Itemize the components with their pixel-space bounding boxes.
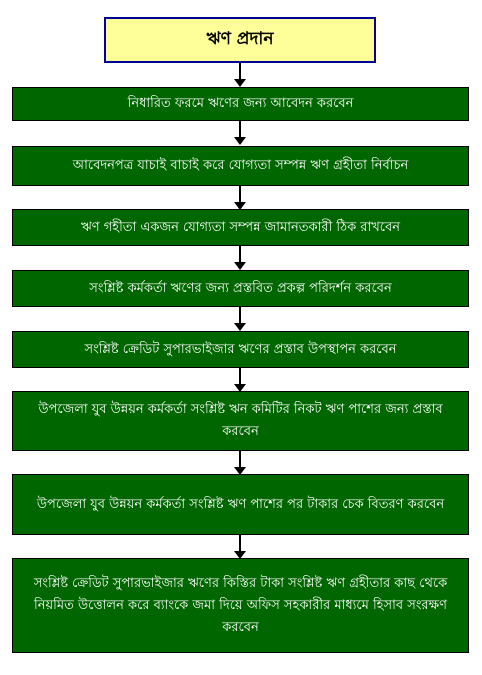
step-box-3 — [12, 209, 469, 246]
title-box — [104, 17, 376, 63]
step-text-4: সংশ্লিষ্ট কর্মকর্তা ঋণের জন্য প্রস্তবিত প্রকল্প পরিদর্শন করবেন — [89, 280, 392, 296]
step-box-1 — [12, 87, 469, 121]
arrow-connector — [239, 451, 241, 468]
title-text: ঋণ প্রদান — [206, 29, 274, 49]
step-text-2: আবেদনপত্র যাচাই বাচাই করে যোগ্যতা সম্পন্ন ঋণ গ্রহীতা নির্বাচন — [72, 158, 409, 173]
step-box-4 — [12, 270, 469, 307]
step-box-7 — [12, 474, 469, 535]
step-box-6 — [12, 391, 469, 451]
step-box-2 — [12, 146, 469, 186]
step-text-3: ঋণ গহীতা একজন যোগ্যতা সম্পন্ন জামানতকারী ঠিক রাখবেন — [80, 219, 400, 235]
arrow-connector — [239, 368, 241, 385]
step-text-1: নিধারিত ফরমে ঋণের জন্য আবেদন করবেন — [127, 96, 354, 111]
arrow-connector — [239, 186, 241, 203]
arrow-connector — [239, 63, 241, 80]
arrow-connector — [239, 535, 241, 552]
step-box-8 — [12, 558, 469, 653]
arrow-connector — [239, 121, 241, 138]
step-text-7: উপজেলা যুব উন্নয়ন কর্মকর্তা সংশ্লিষ্ট ঋণ পাশের পর টাকার চেক বিতরণ করবেন — [36, 496, 445, 512]
arrow-connector — [239, 307, 241, 324]
step-box-5 — [12, 331, 469, 368]
arrow-connector — [239, 246, 241, 263]
step-text-8: সংশ্লিষ্ট ক্রেডিট সুপারভাইজার ঋণের কিস্তির টাকা সংশ্লিষ্ট ঋণ গ্রহীতার কাছ থেকে নিয়মিত উত্তোলন করে ব্যাংকে জমা দিয়ে অফিস সহকারীর মাধ্যমে হিসাব সংরক্ষণ করবেন — [33, 575, 448, 635]
step-text-5: সংশ্লিষ্ট ক্রেডিট সুপারভাইজার ঋণের প্রস্তাব উপস্থাপন করবেন — [84, 341, 397, 357]
step-text-6: উপজেলা যুব উন্নয়ন কর্মকর্তা সংশ্লিষ্ট ঋন কমিটির নিকট ঋণ পাশের জন্য প্রস্তাব করবেন — [38, 402, 443, 439]
